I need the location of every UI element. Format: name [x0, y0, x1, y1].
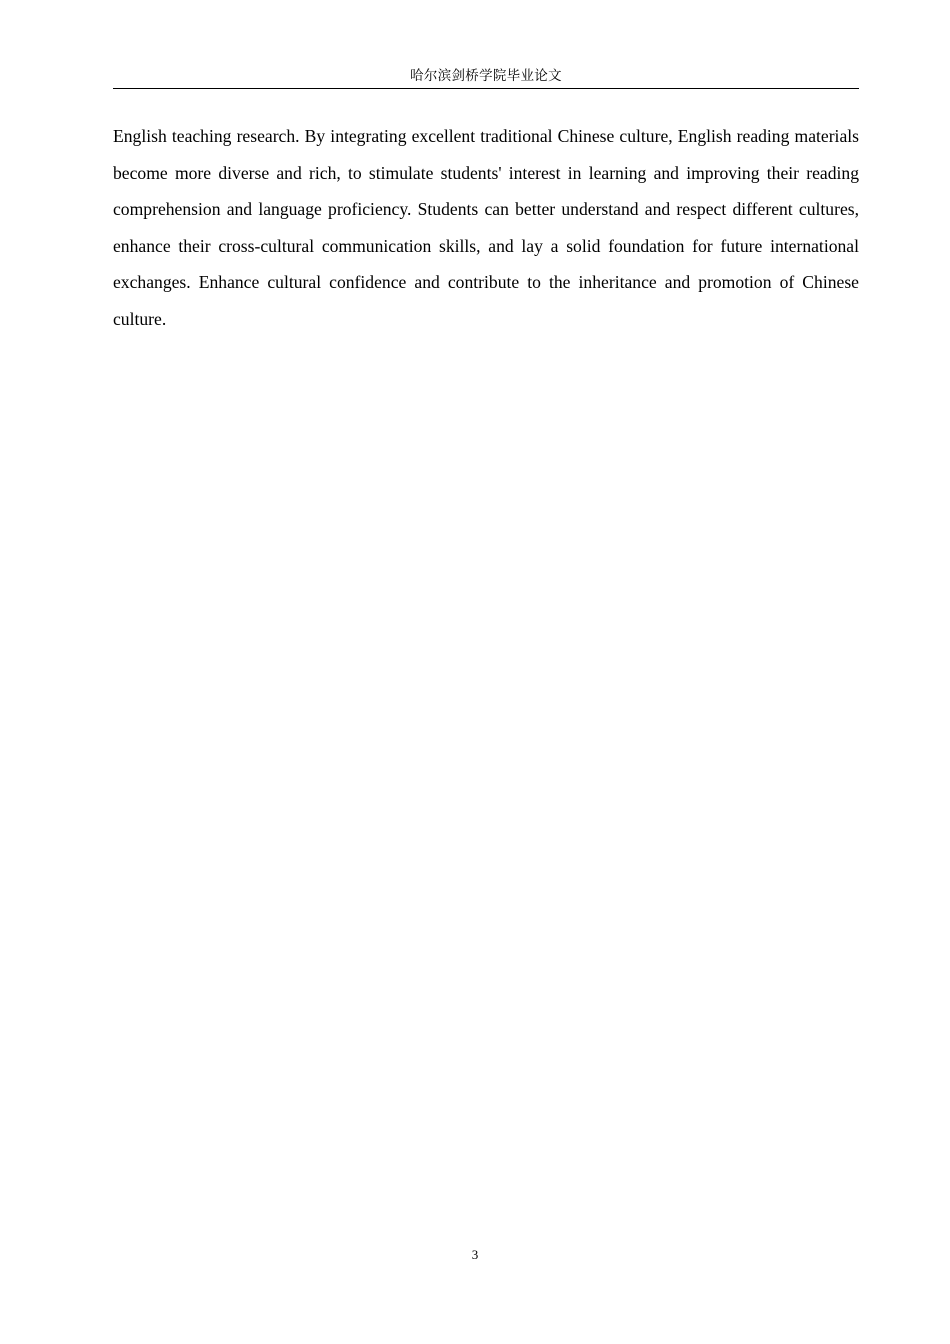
thesis-header-title: 哈尔滨剑桥学院毕业论文 — [410, 68, 562, 83]
page-number: 3 — [471, 1247, 479, 1262]
body-paragraph: English teaching research. By integrating excellent traditional Chinese culture, English reading materials become more diverse and rich, to stimulate students' interest in learning and improving their reading comprehension and language proficiency. Students can better understand and respect different cultures, enhance their cross-cultural communication skills, and lay a solid foundation for future international exchanges. Enhance cultural confidence and contribute to the inheritance and promotion of Chinese culture. — [113, 126, 859, 329]
running-header — [113, 66, 859, 89]
